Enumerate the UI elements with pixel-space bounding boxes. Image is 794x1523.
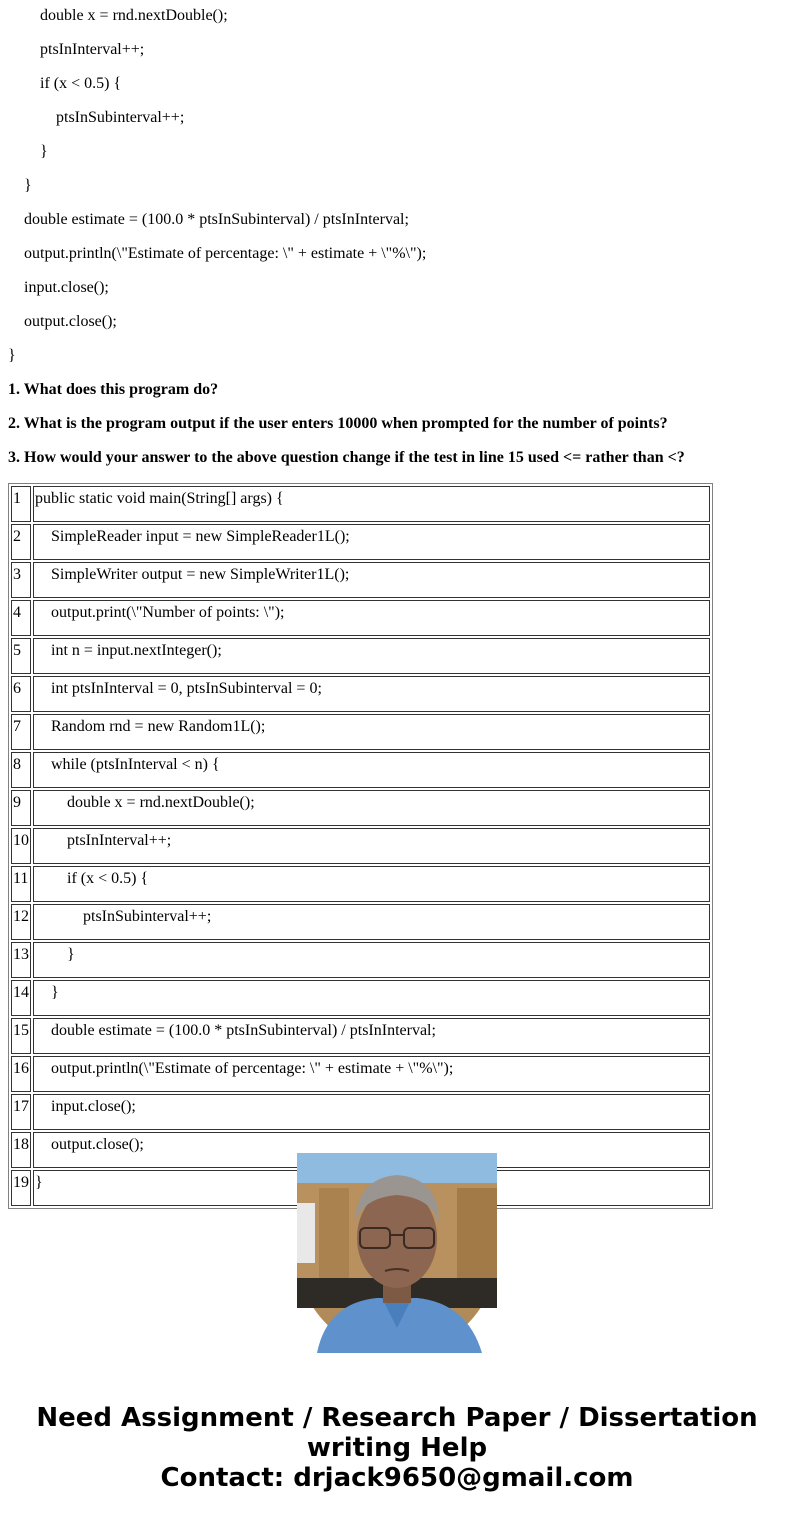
code-table-row [11, 904, 710, 940]
code-table-row [11, 1094, 710, 1130]
code-table-row [11, 524, 710, 560]
code-line: } [40, 143, 48, 160]
code-text: output.println(\"Estimate of percentage: \" + estimate + \"%\"); [33, 1056, 710, 1092]
code-table-row [11, 1056, 710, 1092]
code-table-row [11, 1018, 710, 1054]
line-number: 14 [11, 980, 31, 1016]
line-number: 8 [11, 752, 31, 788]
code-line: } [24, 177, 32, 194]
code-table-row [11, 714, 710, 750]
promo-contact: Contact: drjack9650@gmail.com [160, 1463, 634, 1493]
line-number: 12 [11, 904, 31, 940]
code-text: } [33, 1170, 710, 1206]
code-table-row [11, 752, 710, 788]
code-text: double x = rnd.nextDouble(); [33, 790, 710, 826]
code-text: double estimate = (100.0 * ptsInSubinterval) / ptsInInterval; [33, 1018, 710, 1054]
line-number: 18 [11, 1132, 31, 1168]
line-number: 7 [11, 714, 31, 750]
code-text: Random rnd = new Random1L(); [33, 714, 710, 750]
code-line: ptsInInterval++; [40, 41, 145, 58]
code-line: input.close(); [24, 279, 109, 296]
code-text: ptsInSubinterval++; [33, 904, 710, 940]
line-number: 17 [11, 1094, 31, 1130]
question-1: 1. What does this program do? [8, 381, 219, 398]
code-text: public static void main(String[] args) { [33, 486, 710, 522]
code-text: while (ptsInInterval < n) { [33, 752, 710, 788]
question-2: 2. What is the program output if the user enters 10000 when prompted for the number of points? [8, 415, 668, 432]
code-text: SimpleWriter output = new SimpleWriter1L(); [33, 562, 710, 598]
question-3: 3. How would your answer to the above question change if the test in line 15 used <= rather than <? [8, 449, 685, 466]
portrait-image [297, 1153, 497, 1353]
code-table-row [11, 562, 710, 598]
promo-line-1: Need Assignment / Research Paper / Dissertation [36, 1403, 758, 1433]
line-number: 6 [11, 676, 31, 712]
code-text: int n = input.nextInteger(); [33, 638, 710, 674]
code-table-row [11, 828, 710, 864]
code-text: } [33, 980, 710, 1016]
code-table-row [11, 600, 710, 636]
code-text: int ptsInInterval = 0, ptsInSubinterval = 0; [33, 676, 710, 712]
code-text: output.print(\"Number of points: \"); [33, 600, 710, 636]
author-avatar [297, 1153, 497, 1353]
line-number: 13 [11, 942, 31, 978]
code-table-row [11, 638, 710, 674]
code-line: double estimate = (100.0 * ptsInSubinterval) / ptsInInterval; [24, 211, 409, 228]
line-number: 4 [11, 600, 31, 636]
code-line: double x = rnd.nextDouble(); [40, 7, 228, 24]
line-number: 9 [11, 790, 31, 826]
line-number: 2 [11, 524, 31, 560]
code-table [8, 483, 713, 1209]
code-line: if (x < 0.5) { [40, 75, 122, 92]
line-number: 1 [11, 486, 31, 522]
code-text: SimpleReader input = new SimpleReader1L(); [33, 524, 710, 560]
code-table-row [11, 486, 710, 522]
line-number: 3 [11, 562, 31, 598]
line-number: 15 [11, 1018, 31, 1054]
code-text: output.close(); [33, 1132, 710, 1168]
code-table-row [11, 790, 710, 826]
code-listing [8, 483, 713, 1191]
line-number: 5 [11, 638, 31, 674]
line-number: 10 [11, 828, 31, 864]
code-line: } [8, 347, 16, 364]
line-number: 19 [11, 1170, 31, 1206]
code-text: if (x < 0.5) { [33, 866, 710, 902]
code-table-row [11, 676, 710, 712]
code-line: output.close(); [24, 313, 117, 330]
line-number: 16 [11, 1056, 31, 1092]
code-line: ptsInSubinterval++; [56, 109, 185, 126]
code-table-row [11, 866, 710, 902]
code-text: input.close(); [33, 1094, 710, 1130]
code-text: } [33, 942, 710, 978]
promo-banner [0, 1403, 794, 1493]
line-number: 11 [11, 866, 31, 902]
code-line: output.println(\"Estimate of percentage: \" + estimate + \"%\"); [24, 245, 427, 262]
code-text: ptsInInterval++; [33, 828, 710, 864]
code-table-row [11, 980, 710, 1016]
promo-line-2: writing Help [306, 1433, 488, 1463]
code-table-row [11, 942, 710, 978]
